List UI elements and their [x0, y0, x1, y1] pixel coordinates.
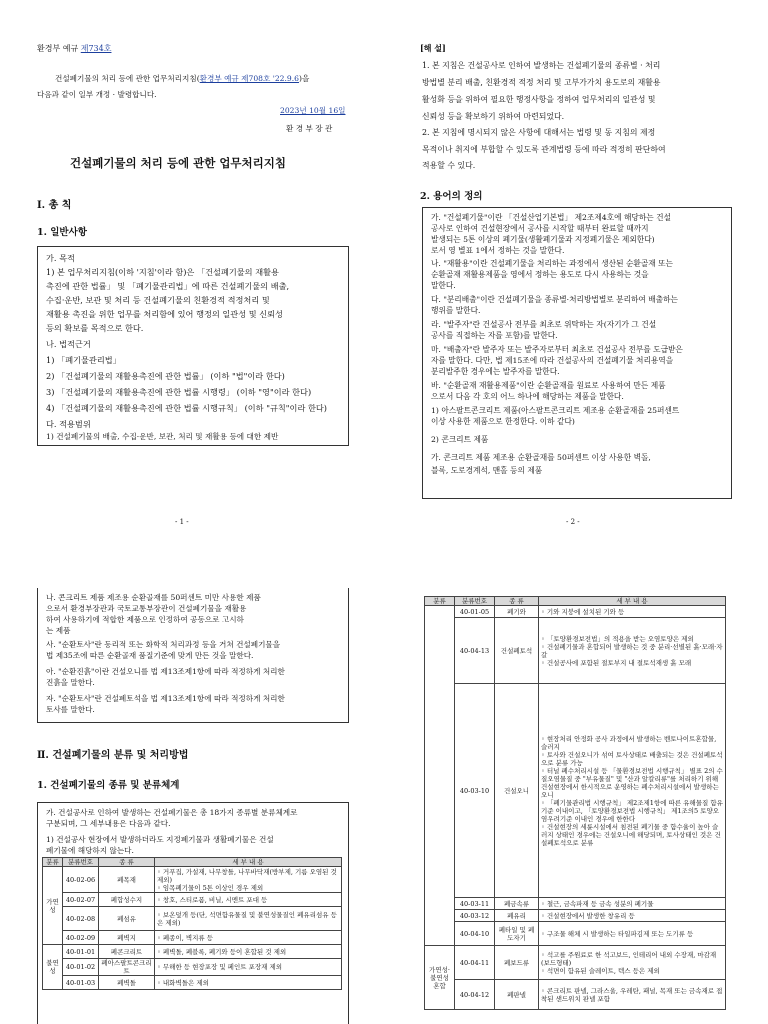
issue-date[interactable]: 2023년 10월 16일: [280, 106, 346, 115]
code-cell: 40-04-12: [455, 980, 495, 1010]
page-gap: [0, 540, 768, 580]
table-row: [43, 945, 342, 959]
note-line: 1. 본 지침은 건설공사로 인하여 발생하는 건설폐기물의 종류별 · 처리: [422, 61, 661, 70]
def-line: 는 제품: [46, 626, 71, 635]
desc-cell: ◦ 건설현장에서 발생한 창유리 등: [539, 910, 726, 922]
intro-link[interactable]: 환경부 예규 제708호 '22.9.6: [199, 74, 299, 83]
table-row: [425, 980, 726, 1010]
box-line: 등의 확보를 목적으로 한다.: [46, 323, 144, 333]
table-row: [43, 907, 342, 931]
table-row: [425, 606, 726, 618]
document-title: 건설폐기물의 처리 등에 관한 업무처리지침: [70, 156, 286, 170]
kind-cell: 폐합성수지: [99, 893, 155, 907]
code-cell: 40-02-09: [63, 931, 99, 945]
group-cell-empty: [425, 606, 455, 946]
chapter-heading: Ⅰ. 총 칙: [37, 200, 72, 211]
notice-label: 환경부 예규: [37, 44, 79, 53]
desc-cell: ◦ 석고를 주원료로 한 석고보드, 인테리어 내외 수장재, 마감재(보드형태) ◦ 석면이 함유된 슬레이트, 텍스 등은 제외: [539, 946, 726, 980]
definitions-box: [422, 207, 732, 499]
def-line: 으로서 환경부장관과 국토교통부장관이 건설폐기물을 재활용: [46, 604, 247, 613]
kind-cell: 폐목재: [99, 867, 155, 893]
table-row: [425, 946, 726, 980]
def-line: 행위를 말한다.: [431, 306, 481, 315]
def-line: 사. "순환토사"란 동리적 또는 화학적 처리과정 등을 거쳐 건설폐기물을: [46, 640, 281, 649]
table-row: [425, 898, 726, 910]
box-line: 수집·운반, 보관 및 처리 등 건설폐기물의 친환경적 적정처리 및: [46, 295, 270, 305]
general-box: [37, 246, 349, 446]
code-cell: 40-03-11: [455, 898, 495, 910]
kind-cell: 폐보드류: [495, 946, 539, 980]
def-line: 순환골재 재활용제품을 영에서 정하는 용도로 다시 사용하는 것을: [431, 270, 649, 279]
note-line: 2. 본 지침에 명시되지 않은 사항에 대해서는 법령 및 동 지침의 제정: [422, 128, 656, 137]
table-row: [425, 684, 726, 898]
def-line: 자. "순환토사"란 건설폐토석을 법 제13조제1항에 따라 적정하게 처리한: [46, 694, 285, 703]
def-line: 가. "건설폐기물"이란 「건설산업기본법」 제2조제4호에 해당하는 건설: [431, 213, 671, 222]
table-row: [43, 893, 342, 907]
kind-cell: 폐유리: [495, 910, 539, 922]
note-line: 활성화 등을 위하여 필요한 행정사항을 정하여 업무처리의 일관성 및: [422, 95, 656, 104]
def-line: 1) 아스팔트콘크리트 제품(아스팔트콘크리트 제조용 순환골재를 25퍼센트: [431, 406, 680, 415]
group-cell: 불연성: [43, 945, 63, 990]
intro-text-b: )을: [298, 74, 310, 83]
chapter-heading: Ⅱ. 건설폐기물의 분류 및 처리방법: [37, 750, 189, 761]
table-header-cell: 분류번호: [455, 597, 495, 606]
box-line: 구분되며, 그 세부내용은 다음과 같다.: [46, 819, 171, 828]
desc-cell: ◦ 「토양환경보전법」의 적용을 받는 오염토양은 제외 ◦ 건설폐기물과 혼합되어 발생하는 것 중 분리·선별된 흙·모래·자갈 ◦ 건설공사에 포함된 절토부지 내 절토석재생 흙 모래: [539, 618, 726, 684]
def-line: 다. "분리배출"이란 건설폐기물을 종류별·처리방법별로 분리하여 배출하는: [431, 295, 678, 304]
note-line: 방법별 분리 배출, 친환경적 적정 처리 및 고부가가치 용도로의 재활용: [422, 78, 661, 87]
minister: 환 경 부 장 관: [286, 124, 333, 133]
def-line: 이상 사용한 제품으로 한정한다. 이하 같다): [431, 417, 575, 426]
kind-cell: 폐기와: [495, 606, 539, 618]
box-line: 1) 「폐기물관리법」: [46, 355, 121, 365]
intro-line-1: [55, 73, 309, 84]
notice-number[interactable]: 제734호: [80, 44, 112, 53]
table-header-cell: 분류: [43, 858, 63, 867]
desc-cell: ◦ 폐벽돌, 폐블록, 폐기와 등이 혼합된 것 제외: [155, 945, 342, 959]
box-line: 1) 본 업무처리지침(이하 '지침'이라 함)은 「건설폐기물의 재활용: [46, 267, 279, 277]
def-line: 바. "순환골재 재활용제품"이란 순환골재를 원료로 사용하여 만든 제품: [431, 381, 666, 390]
intro-line-2: 다음과 같이 일부 개정 · 발령합니다.: [37, 90, 157, 99]
group-cell: 가연성: [43, 867, 63, 945]
def-line: 공사를 직접하는 자를 포함)를 말한다.: [431, 331, 558, 340]
classification-table-b: [424, 596, 726, 1010]
table-row: [425, 922, 726, 946]
box-line: 촉진에 관한 법률」 및 「폐기물관리법」에 따른 건설폐기물의 배출,: [46, 281, 290, 291]
def-line: 아. "순환진흙"이란 건설오니를 법 제13조제1항에 따라 적정하게 처리한: [46, 667, 285, 676]
classification-table-a: [42, 857, 342, 990]
table-row: [43, 867, 342, 893]
def-line: 가. 콘크리트 제품 제조용 순환골재를 50퍼센트 이상 사용한 벽돌,: [431, 453, 651, 462]
desc-cell: ◦ 내화벽돌은 제외: [155, 976, 342, 990]
def-line: 로서 영 별표 1에서 정하는 것을 말한다.: [431, 246, 565, 255]
page-number: - 2 -: [566, 518, 580, 526]
code-cell: 40-02-08: [63, 907, 99, 931]
def-line: 마. "배출자"란 발주자 또는 발주자로부터 최초로 건설공사 전부를 도급받은: [431, 345, 683, 354]
code-cell: 40-01-01: [63, 945, 99, 959]
section-heading: 2. 용어의 정의: [420, 191, 483, 202]
desc-cell: ◦ 철근, 금속파재 등 금속 성분의 폐기물: [539, 898, 726, 910]
table-header-cell: 세 부 내 용: [539, 597, 726, 606]
section-heading: 1. 건설폐기물의 종류 및 분류체계: [37, 780, 180, 791]
table-row: [43, 959, 342, 976]
box-line: 재활용 촉진을 위한 업무를 처리함에 있어 행정의 일관성 및 신뢰성: [46, 309, 283, 319]
table-header-row: [43, 858, 342, 867]
def-line: 진흙을 말한다.: [46, 678, 95, 687]
def-line: 발생되는 5톤 이상의 폐기물(생활폐기물과 지정폐기물은 제외한다): [431, 235, 655, 244]
kind-cell: 폐콘크리트: [99, 945, 155, 959]
group-cell: 가연성·불연성 혼합: [425, 946, 455, 1010]
code-cell: 40-02-06: [63, 867, 99, 893]
table-header-row: [425, 597, 726, 606]
box-line: 1) 건설공사 현장에서 발생하더라도 지정폐기물과 생활폐기물은 건설: [46, 835, 274, 844]
box-line: 가. 목적: [46, 253, 75, 263]
desc-cell: ◦ 무해한 등 현장포장 및 페인트 포장재 제외: [155, 959, 342, 976]
kind-cell: 폐벽돌: [99, 976, 155, 990]
page-number: - 1 -: [175, 518, 189, 526]
def-line: 토사를 말한다.: [46, 705, 95, 714]
intro-text-a: 건설폐기물의 처리 등에 관한 업무처리지침(: [55, 74, 200, 83]
kind-cell: 폐벽지: [99, 931, 155, 945]
definitions-box-cont: [37, 588, 349, 723]
table-row: [43, 976, 342, 990]
desc-cell: ◦ 현장처리 안정화 공사 과정에서 발생하는 벤토나이트혼합물, 슬러지 ◦ 토사와 건설오니가 섞여 토사상태로 배출되는 것은 건설폐토석으로 분류 가능 ◦ 터널 폐수처리시설 등 「물환경보전법 시행규칙」 별표 2의 수질오염물질 중 "부유물질" 및 "산과 알칼리류"를 처리하기 위해 건설현장에서 한시적으로 운영하는 폐수처리시설에서 발생하는 오니 ◦ 「폐기물관리법 시행규칙」 제2조제1항에 따른 유해물질 함유기준 이내이고, 「토양환경보전법 시행규칙」 제1조의5 토양오염우려기준 이내인 경우에 한한다 ◦ 건설현장의 세륜시설에서 침전된 폐기물 중 함수율이 높아 슬러지 상태인 경우에는 건설오니에 해당되며, 토사상태인 것은 건설폐토석으로 분류: [539, 684, 726, 898]
box-line: 4) 「건설폐기물의 재활용촉진에 관한 법률 시행규칙」 (이하 "규칙"이라 한다): [46, 403, 327, 413]
code-cell: 40-02-07: [63, 893, 99, 907]
desc-cell: ◦ 거푸집, 가설재, 나무창틀, 나무바닥재(방부제, 기름 오염된 것 제외) ◦ 임목폐기물이 5톤 이상인 경우 제외: [155, 867, 342, 893]
table-row: [425, 618, 726, 684]
classification-box: [37, 802, 349, 1024]
def-line: 법 제35조에 따른 순환골재 품질기준에 맞게 만든 것을 말한다.: [46, 651, 254, 660]
box-line: 1) 건설폐기물의 배출, 수집·운반, 보관, 처리 및 재활용 등에 대한 제반: [46, 432, 279, 441]
def-line: 나. "재활용"이란 건설폐기물을 처리하는 과정에서 생산된 순환골재 또는: [431, 259, 673, 268]
code-cell: 40-04-13: [455, 618, 495, 684]
desc-cell: ◦ 구조물 해체 시 발생하는 타일파김제 또는 도기류 등: [539, 922, 726, 946]
section-heading: 1. 일반사항: [37, 227, 87, 238]
def-line: 라. "발주자"란 건설공사 전부를 최초로 위탁하는 자(자기가 그 건설: [431, 320, 657, 329]
def-line: 2) 콘크리트 제품: [431, 435, 489, 444]
document-page-1: [0, 0, 384, 540]
box-line: 3) 「건설폐기물의 재활용촉진에 관한 법률 시행령」 (이하 "영"이라 한다): [46, 387, 312, 397]
def-line: 블록, 도로경계석, 맨홀 등의 제품: [431, 466, 543, 475]
desc-cell: ◦ 기와 지붕에 설치된 기와 등: [539, 606, 726, 618]
kind-cell: 폐금속류: [495, 898, 539, 910]
note-line: 목적이나 취지에 부합할 수 있도록 관계법령 등에 따라 적정히 판단하여: [422, 145, 666, 154]
code-cell: 40-01-05: [455, 606, 495, 618]
kind-cell: 폐아스팔트콘크리트: [99, 959, 155, 976]
document-page-2: [384, 0, 768, 540]
code-cell: 40-03-10: [455, 684, 495, 898]
table-header-cell: 분류: [425, 597, 455, 606]
code-cell: 40-04-11: [455, 946, 495, 980]
kind-cell: 폐판넬: [495, 980, 539, 1010]
kind-cell: 폐섬유: [99, 907, 155, 931]
table-row: [425, 910, 726, 922]
table-header-cell: 종 류: [99, 858, 155, 867]
table-header-cell: 분류번호: [63, 858, 99, 867]
code-cell: 40-01-02: [63, 959, 99, 976]
def-line: 으로서 다음 각 호의 어느 하나에 해당하는 제품을 말한다.: [431, 392, 624, 401]
def-line: 공사로 인하여 건설현장에서 공사를 시작할 때부터 완료할 때까지: [431, 224, 649, 233]
kind-cell: 폐타일 및 폐도자기: [495, 922, 539, 946]
kind-cell: 건설폐토석: [495, 618, 539, 684]
table-header-cell: 종 류: [495, 597, 539, 606]
note-line: 신뢰성 등을 확보하기 위하여 마련되었다.: [422, 112, 565, 121]
desc-cell: ◦ 콘크리트 판넬, 그라스울, 우레탄, 패널, 목재 또는 금속재로 접착된 샌드위치 판넬 포함: [539, 980, 726, 1010]
code-cell: 40-04-10: [455, 922, 495, 946]
kind-cell: 건설오니: [495, 684, 539, 898]
commentary-heading: [해 설]: [420, 43, 446, 53]
notice-line: [37, 43, 111, 54]
def-line: 나. 콘크리트 제품 제조용 순환골재를 50퍼센트 미만 사용한 제품: [46, 593, 261, 602]
code-cell: 40-01-03: [63, 976, 99, 990]
desc-cell: ◦ 폐종이, 벽지류 등: [155, 931, 342, 945]
note-line: 적용할 수 있다.: [422, 161, 476, 170]
desc-cell: ◦ 창호, 스티로폼, 비닐, 시멘트 포대 등: [155, 893, 342, 907]
document-page-4: [384, 580, 768, 1024]
box-line: 나. 법적근거: [46, 339, 91, 349]
code-cell: 40-03-12: [455, 910, 495, 922]
document-page-3: [0, 580, 384, 1024]
desc-cell: ◦ 보온덮개 등(단, 석면함유물질 및 불연성물질인 폐유리섬유 등은 제외): [155, 907, 342, 931]
def-line: 분리발주한 경우에는 발주자를 말한다.: [431, 367, 560, 376]
box-line: 가. 건설공사로 인하여 발생하는 건설폐기물은 총 18가지 종류별 분류체계로: [46, 808, 298, 817]
table-header-cell: 세 부 내 용: [155, 858, 342, 867]
box-line: 2) 「건설폐기물의 재활용촉진에 관한 법률」 (이하 "법"이라 한다): [46, 371, 285, 381]
table-row: [43, 931, 342, 945]
box-line: 폐기물에 해당하지 않는다.: [46, 846, 134, 855]
def-line: 하여 사용하기에 적합한 제품으로 인정하여 공동으로 고시하: [46, 615, 244, 624]
box-line: 다. 적용범위: [46, 419, 91, 429]
def-line: 말한다.: [431, 281, 456, 290]
def-line: 자를 말한다. 다만, 법 제15조에 따라 건설공사의 건설폐기물 처리용역을: [431, 356, 674, 365]
